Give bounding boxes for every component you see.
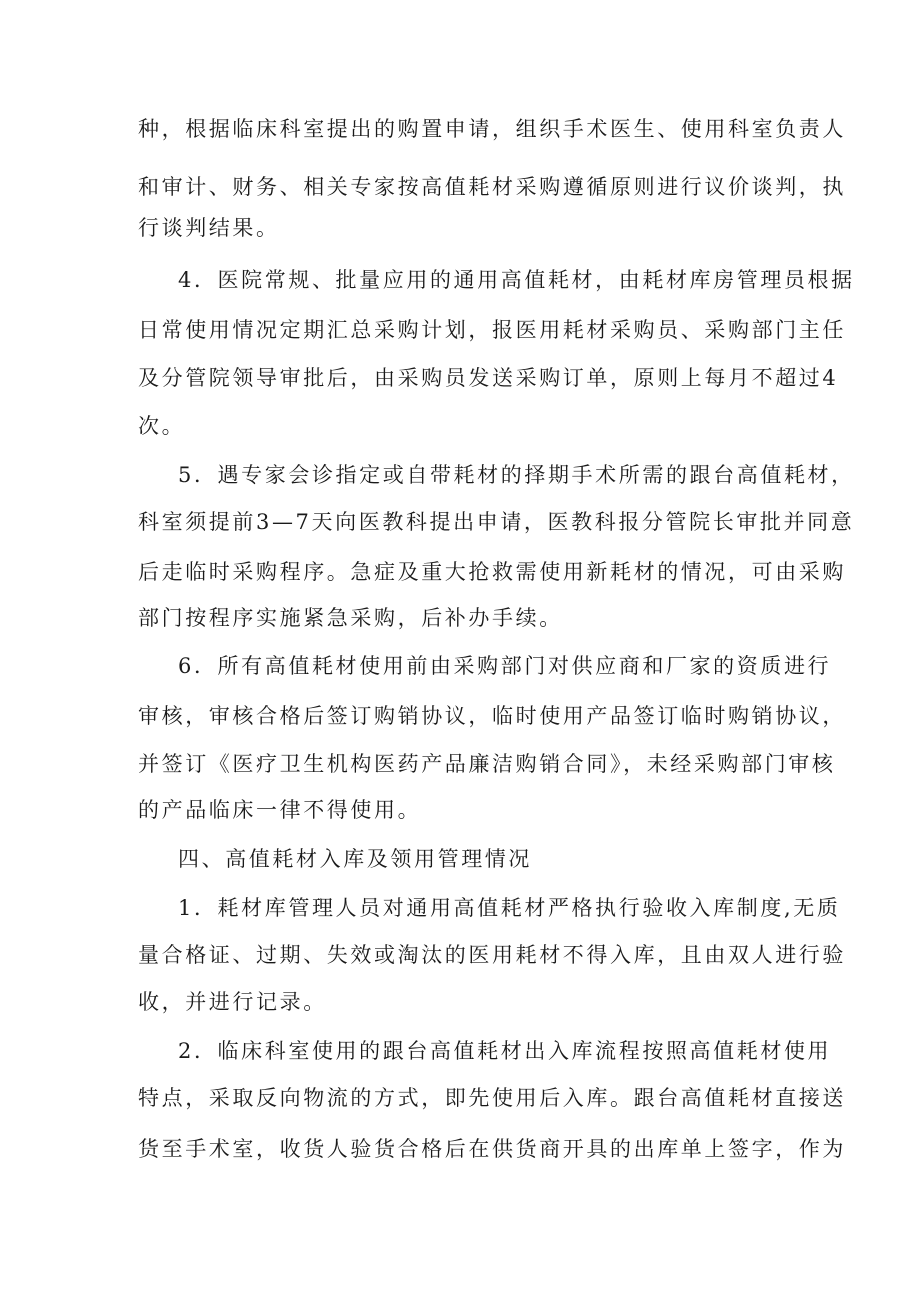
- text-line: 及分管院领导审批后，由采购员发送采购订单，原则上每月不超过4: [138, 366, 839, 390]
- text-line: 行谈判结果。: [138, 216, 280, 240]
- text-line: 量合格证、过期、失效或淘汰的医用耗材不得入库，且由双人进行验: [138, 943, 846, 967]
- text-line: 货至手术室，收货人验货合格后在供货商开具的出库单上签字，作为: [138, 1137, 846, 1161]
- text-line: 特点，采取反向物流的方式，即先使用后入库。跟台高值耗材直接送: [138, 1086, 846, 1110]
- text-line: 审核，审核合格后签订购销协议，临时使用产品签订临时购销协议，: [138, 704, 846, 728]
- text-line: 的产品临床一律不得使用。: [138, 798, 422, 822]
- text-line: 次。: [138, 414, 186, 438]
- text-line: 日常使用情况定期汇总采购计划，报医用耗材采购员、采购部门主任: [138, 318, 846, 342]
- text-line: 和审计、财务、相关专家按高值耗材采购遵循原则进行议价谈判，执: [138, 175, 846, 199]
- text-line: 2．临床科室使用的跟台高值耗材出入库流程按照高值耗材使用: [178, 1039, 832, 1063]
- text-line: 6．所有高值耗材使用前由采购部门对供应商和厂家的资质进行: [178, 654, 832, 678]
- text-line: 1．耗材库管理人员对通用高值耗材严格执行验收入库制度,无质: [178, 896, 841, 920]
- text-line: 后走临时采购程序。急症及重大抢救需使用新耗材的情况，可由采购: [138, 560, 846, 584]
- text-line: 种，根据临床科室提出的购置申请，组织手术医生、使用科室负责人: [138, 117, 846, 141]
- text-line: 4．医院常规、批量应用的通用高值耗材，由耗材库房管理员根据: [178, 268, 855, 292]
- section-heading: 四、高值耗材入库及领用管理情况: [178, 847, 532, 871]
- text-line: 部门按程序实施紧急采购，后补办手续。: [138, 606, 563, 630]
- text-line: 5．遇专家会诊指定或自带耗材的择期手术所需的跟台高值耗材，: [178, 463, 855, 487]
- text-line: 收，并进行记录。: [138, 990, 327, 1014]
- text-line: 并签订《医疗卫生机构医药产品廉洁购销合同》，未经采购部门审核: [138, 752, 836, 776]
- text-line: 科室须提前3—7天向医教科提出申请，医教科报分管院长审批并同意: [138, 510, 855, 534]
